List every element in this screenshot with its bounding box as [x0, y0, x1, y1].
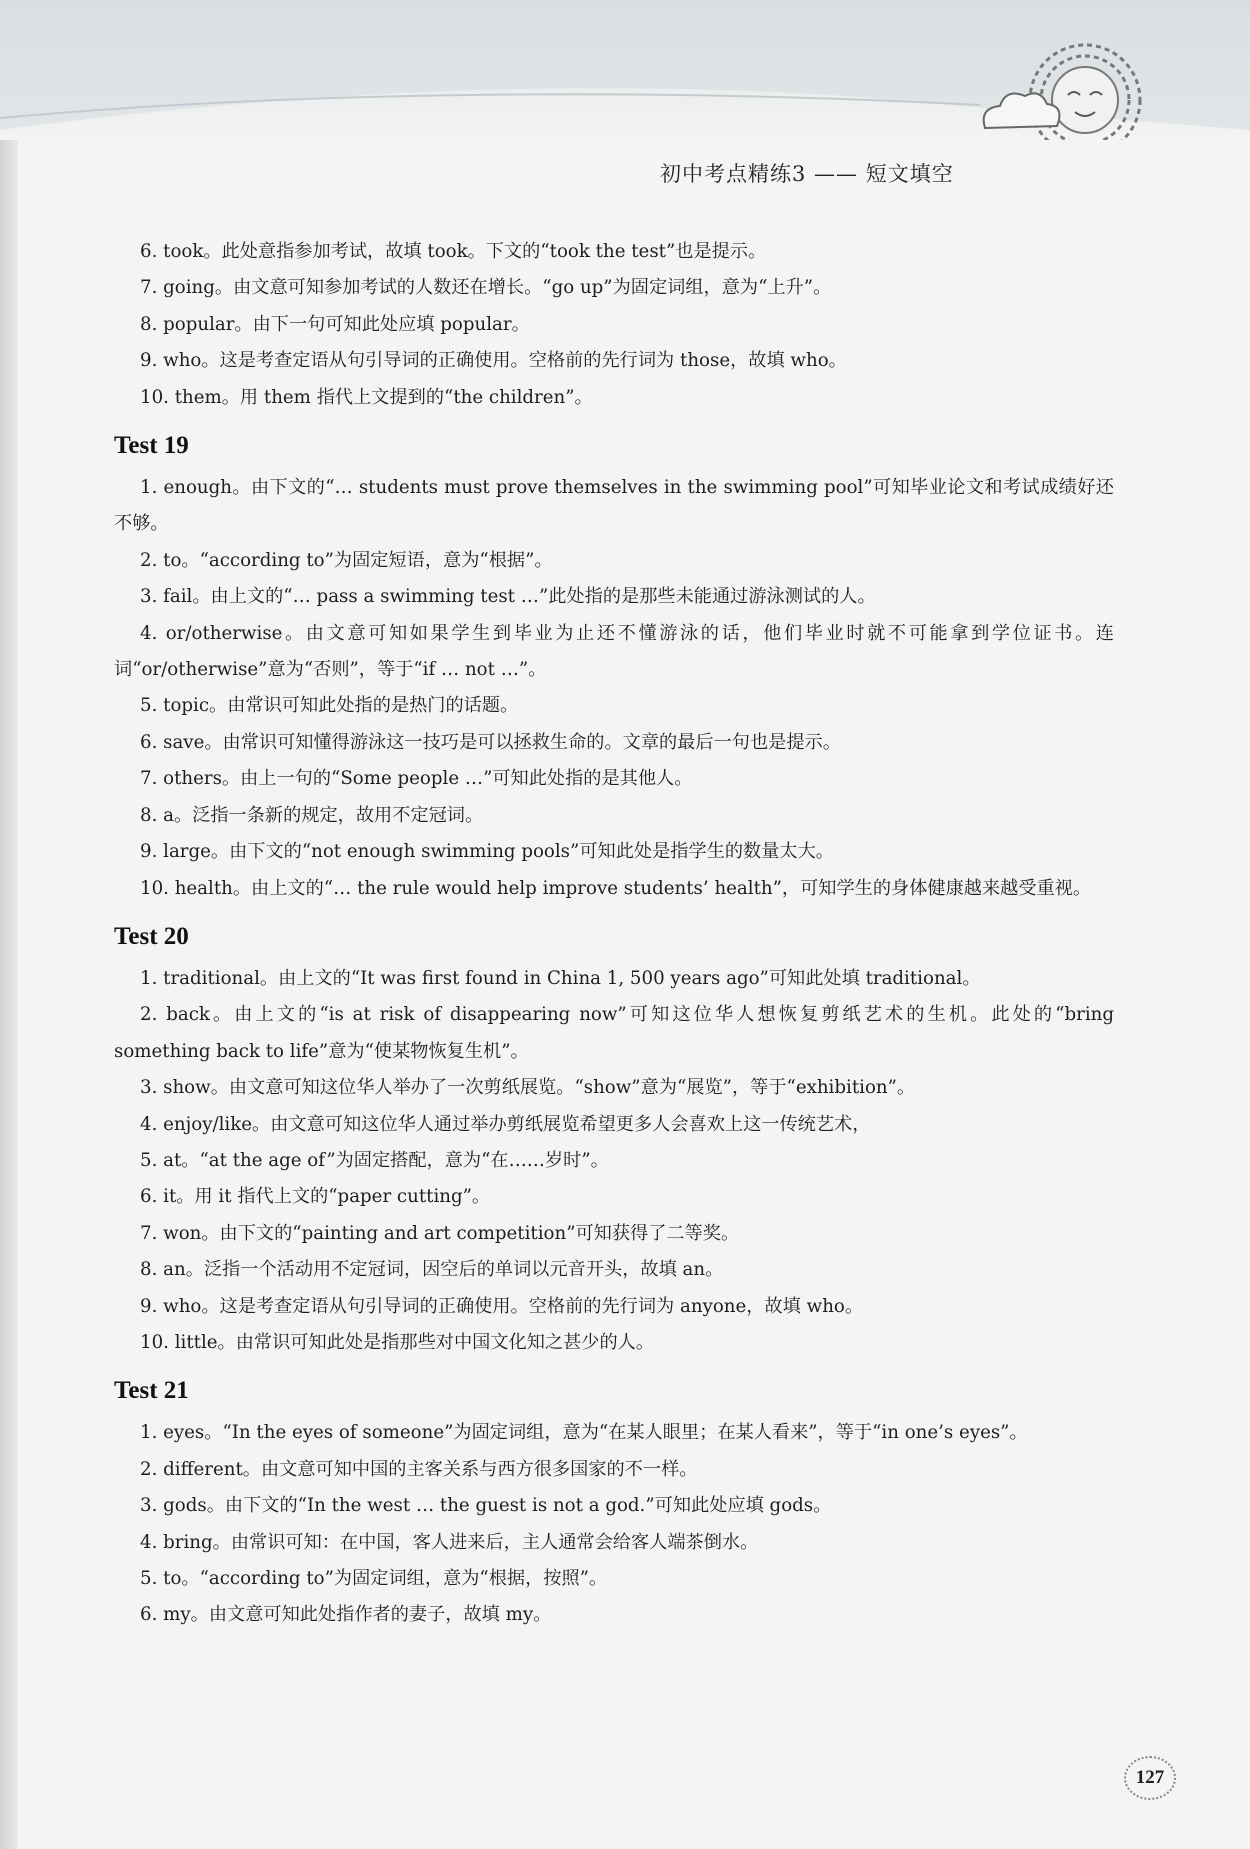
answer-item: 9. who。这是考查定语从句引导词的正确使用。空格前的先行词为 those，故填 who。	[140, 350, 847, 372]
answer-item: 3. show。由文意可知这位华人举办了一次剪纸展览。“show”意为“展览”，等于“exhibition”。	[140, 1077, 916, 1099]
answer-item: 8. an。泛指一个活动用不定冠词，因空后的单词以元音开头，故填 an。	[140, 1259, 724, 1281]
answer-item: 7. going。由文意可知参加考试的人数还在增长。“go up”为固定词组，意为“上升”。	[140, 277, 832, 299]
section-test-20	[114, 923, 1114, 1361]
answer-item: 6. it。用 it 指代上文的“paper cutting”。	[140, 1186, 491, 1208]
answer-item: 1. enough。由下文的“… students must prove themselves in the swimming pool”可知毕业论文和考试成绩好还不够。	[114, 477, 1114, 535]
answer-item: 8. a。泛指一条新的规定，故用不定冠词。	[140, 804, 484, 826]
answer-item: 5. to。“according to”为固定词组，意为“根据，按照”。	[140, 1568, 608, 1589]
answer-item: 3. fail。由上文的“… pass a swimming test …”此处指的是那些未能通过游泳测试的人。	[140, 586, 876, 608]
running-header: 初中考点精练3 —— 短文填空	[660, 162, 954, 186]
answer-item: 7. won。由下文的“painting and art competition”可知获得了二等奖。	[140, 1222, 740, 1244]
answer-item: 3. gods。由下文的“In the west … the guest is not a god.”可知此处应填 gods。	[140, 1495, 832, 1517]
answer-item: 9. large。由下文的“not enough swimming pools”可知此处是指学生的数量太大。	[140, 841, 834, 863]
section-test-21	[114, 1377, 1114, 1633]
page-number: 127	[1124, 1756, 1176, 1800]
section-continued	[114, 234, 1114, 416]
answer-item: 6. my。由文意可知此处指作者的妻子，故填 my。	[140, 1604, 552, 1626]
header-decoration	[0, 0, 1250, 140]
answer-item: 10. them。用 them 指代上文提到的“the children”。	[140, 386, 593, 408]
answer-content	[114, 234, 1114, 1650]
answer-item: 2. different。由文意可知中国的主客关系与西方很多国家的不一样。	[140, 1458, 698, 1480]
answer-item: 4. bring。由常识可知：在中国，客人进来后，主人通常会给客人端茶倒水。	[140, 1531, 759, 1553]
section-test-19	[114, 432, 1114, 907]
answer-item: 4. enjoy/like。由文意可知这位华人通过举办剪纸展览希望更多人会喜欢上这一传统艺术，	[140, 1113, 871, 1135]
section-title: Test 19	[114, 432, 189, 460]
answer-item: 6. took。此处意指参加考试，故填 took。下文的“took the test”也是提示。	[140, 241, 767, 262]
answer-item: 9. who。这是考查定语从句引导词的正确使用。空格前的先行词为 anyone，故填 who。	[140, 1295, 864, 1317]
answer-item: 7. others。由上一句的“Some people …”可知此处指的是其他人。	[140, 768, 693, 790]
section-title: Test 20	[114, 922, 189, 950]
answer-item: 1. eyes。“In the eyes of someone”为固定词组，意为“在某人眼里；在某人看来”，等于“in one’s eyes”。	[140, 1422, 1028, 1444]
page-binding-edge	[0, 0, 18, 1849]
section-title: Test 21	[114, 1377, 189, 1405]
answer-item: 5. topic。由常识可知此处指的是热门的话题。	[140, 695, 519, 717]
answer-item: 6. save。由常识可知懂得游泳这一技巧是可以拯救生命的。文章的最后一句也是提示。	[140, 731, 841, 753]
answer-item: 1. traditional。由上文的“It was first found in China 1, 500 years ago”可知此处填 traditional。	[140, 967, 981, 989]
answer-item: 2. to。“according to”为固定短语，意为“根据”。	[140, 549, 553, 571]
answer-item: 10. little。由常识可知此处是指那些对中国文化知之甚少的人。	[140, 1331, 655, 1353]
answer-item: 5. at。“at the age of”为固定搭配，意为“在……岁时”。	[140, 1149, 609, 1171]
answer-item: 8. popular。由下一句可知此处应填 popular。	[140, 313, 530, 335]
answer-item: 2. back。由上文的“is at risk of disappearing now”可知这位华人想恢复剪纸艺术的生机。此处的“bring something back to life”意为“使某物恢复生机”。	[114, 1004, 1114, 1062]
answer-item: 10. health。由上文的“… the rule would help improve students’ health”，可知学生的身体健康越来越受重视。	[140, 877, 1092, 899]
answer-item: 4. or/otherwise。由文意可知如果学生到毕业为止还不懂游泳的话，他们毕业时就不可能拿到学位证书。连词“or/otherwise”意为“否则”，等于“if … not …”。	[114, 622, 1114, 681]
